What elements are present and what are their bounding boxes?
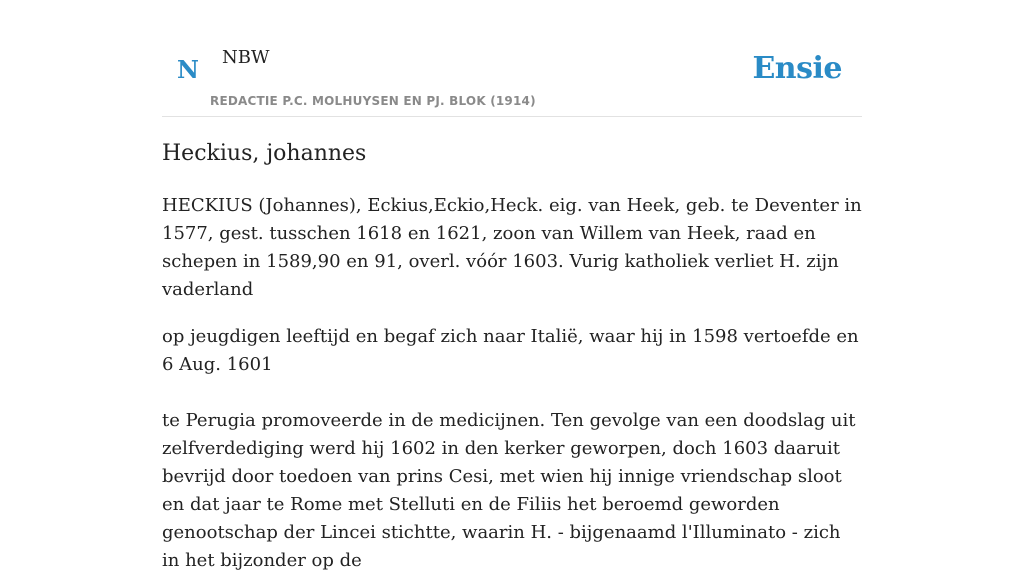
header [162, 0, 862, 117]
source-title[interactable]: NBW [222, 47, 270, 68]
source-subtitle: REDACTIE P.C. MOLHUYSEN EN PJ. BLOK (1914) [210, 94, 536, 108]
ensie-logo-link[interactable]: Ensie [752, 51, 842, 86]
source-logo[interactable]: N [177, 55, 199, 84]
article-body [162, 192, 862, 575]
article-paragraph: op jeugdigen leeftijd en begaf zich naar Italië, waar hij in 1598 vertoefde en 6 Aug. 1601 [162, 326, 859, 375]
article-paragraph: te Perugia promoveerde in de medicijnen. Ten gevolge van een doodslag uit zelfverdediging werd hij 1602 in den kerker geworpen, doch 1603 daaruit bevrijd door toedoen van prins Cesi, met wien hij innige vriendschap sloot en dat jaar te Rome met Stelluti en de Filiis het beroemd geworden genootschap der Lincei stichtte, waarin H. - bijgenaamd l'Illuminato - zich in het bijzonder op de [162, 410, 856, 571]
page-title: Heckius, johannes [162, 141, 367, 166]
article-paragraph: HECKIUS (Johannes), Eckius,Eckio,Heck. eig. van Heek, geb. te Deventer in 1577, gest. tusschen 1618 en 1621, zoon van Willem van Heek, raad en schepen in 1589,90 en 91, overl. vóór 1603. Vurig katholiek verliet H. zijn vaderland [162, 195, 862, 300]
